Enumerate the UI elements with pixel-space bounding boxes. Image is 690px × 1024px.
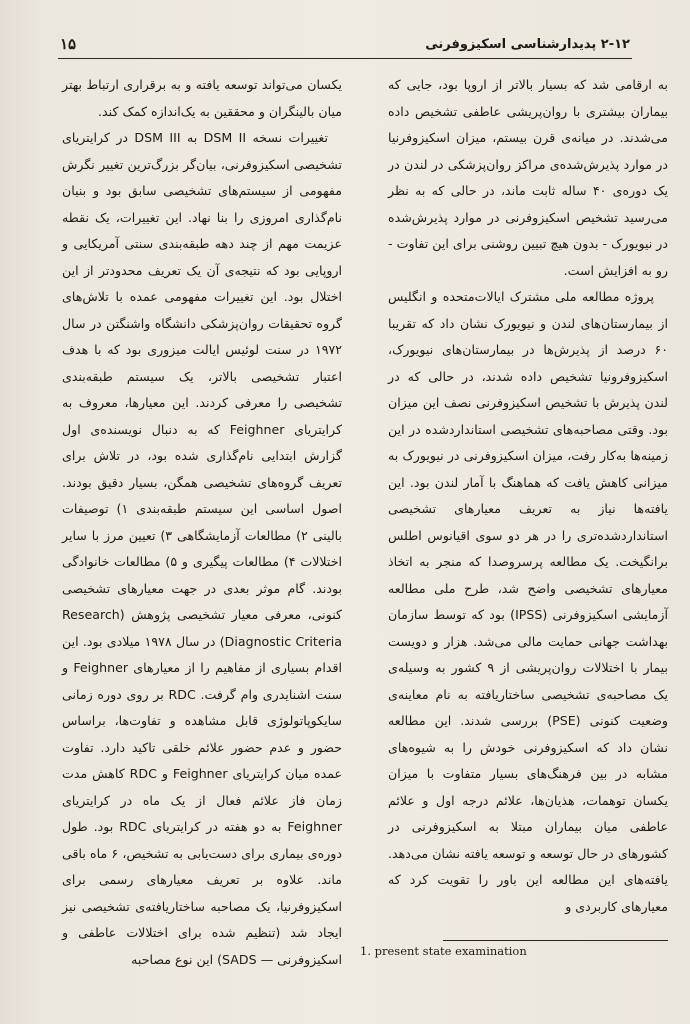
chapter-title: ۲-۱۲ پدیدارشناسی اسکیزوفرنی: [425, 36, 630, 52]
paragraph: تغییرات نسخه DSM II به DSM III در کرایتریای تشخیصی اسکیزوفرنی، بیان‌گر بزرگ‌ترین تغییر نگرش مفهومی از سیستم‌های تشخیصی سابق بود و بنیان نام‌گذاری امروزی را بنا نهاد. این تغییرات، یک نقطه عزیمت مهم از چند دهه طبقه‌بندی سنتی آمریکایی و اروپایی بود که نتیجه‌ی آن یک تعریف محدودتر از این اختلال بود. این تغییرات مفهومی عمده با تلاش‌های گروه تحقیقات روان‌پزشکی دانشگاه واشنگتن در سال ۱۹۷۲ در سنت لوئیس ایالت میزوری بود که با هدف اعتبار تشخیصی بالاتر، یک سیستم طبقه‌بندی تشخیصی را معرفی کردند. این معیارها، معروف به کرایتریای Feighner که به دنبال نویسنده‌ی اول گزارش ابتدایی نام‌گذاری شده بود، در تلاش برای تعریف گروه‌های تشخیصی همگن، بسیار دقیق بودند. اصول اساسی این سیستم طبقه‌بندی ۱) توصیفات بالینی ۲) مطالعات آزمایشگاهی ۳) تعیین مرز با سایر اختلالات ۴) مطالعات پیگیری و ۵) مطالعات خانوادگی بودند. گام موثر بعدی در جهت معیارهای تشخیصی کنونی، معرفی معیار تشخیصی پژوهش (Research Diagnostic Criteria) در سال ۱۹۷۸ میلادی بود. این اقدام بسیاری از مفاهیم را از معیارهای Feighner و سنت اشنایدری وام گرفت. RDC بر روی دوره زمانی سایکوپاتولوژی قابل مشاهده و تفاوت‌ها، براساس حضور و عدم حضور علائم خلقی تاکید دارد. تفاوت عمده میان کرایتریای Feighner و RDC کاهش مدت زمان فاز علائم فعال از یک ماه در کرایتریای Feighner به دو هفته در کرایتریای RDC بود. طول دوره‌ی بیماری برای دست‌یابی به تشخیص، ۶ ماه باقی ماند. علاوه بر تعریف معیارهای رسمی برای اسکیزوفرنیا، یک مصاحبه ساختاریافته‌ی تشخیصی نیز ایجاد شد (تنظیم شده برای اختلالات عاطفی و اسکیزوفرنی — SADS) این نوع مصاحبه: [62, 130, 343, 967]
header-divider: [58, 58, 632, 59]
paragraph: یکسان می‌تواند توسعه یافته و به برقراری ارتباط بهتر میان بالینگران و محققین به یک‌اندازه کمک کند.: [62, 77, 342, 119]
page-number: ۱۵: [60, 35, 77, 53]
paragraph: پروژه مطالعه ملی مشترک ایالات‌متحده و انگلیس از بیمارستان‌های لندن و نیویورک نشان داد که تقریبا ۶۰ درصد از پذیرش‌ها در بیمارستان‌های نیویورک، اسکیزوفرونیا تشخیص داده شدند، در حالی که در لندن پذیرش با تشخیص اسکیزوفرنی نصف این میزان بود. وقتی مصاحبه‌های تشخیصی استانداردشده در این زمینه‌ها به‌کار رفت، میزان اسکیزوفرنی در نیویورک به میزانی کاهش یافت که هماهنگ با آمار لندن بود. این یافته‌ها نیاز به تعریف معیارهای تشخیصی استانداردشده‌تری را در هر دو سوی اقیانوس اطلس برانگیخت. یک مطالعه پرسروصدا که منجر به اتخاذ معیارهای تشخیصی واضح شد، طرح ملی مطالعه آزمایشی اسکیزوفرنی (IPSS) بود که توسط سازمان بهداشت جهانی حمایت مالی می‌شد. هزار و دویست بیمار با اختلالات روان‌پریشی از ۹ کشور به وسیله‌ی یک مصاحبه‌ی تشخیصی ساختاریافته به نام معاینه‌ی وضعیت کنونی (PSE) بررسی شدند. این مطالعه نشان داد که اسکیزوفرنی خودش را به شیوه‌های مشابه در بین فرهنگ‌های بسیار متفاوت با میزان یکسان توهمات، هذیان‌ها، علائم درجه اول و علائم عاطفی میان بیماران مبتلا به اسکیزوفرنی در کشورهای در حال توسعه و توسعه یافته نشان می‌دهد. یافته‌های این مطالعه این باور را تقویت کرد که معیارهای کاربردی و: [388, 289, 668, 914]
right-column: [388, 72, 668, 920]
paragraph: به ارقامی شد که بسیار بالاتر از اروپا بود، جایی که بیماران بیشتری با روان‌پریشی عاطفی تشخیص داده می‌شدند. در میانه‌ی قرن بیستم، میزان اسکیزوفرنیا در موارد پذیرش‌شده‌ی مراکز روان‌پزشکی در لندن در یک دوره‌ی ۴۰ ساله ثابت ماند، در حالی که به نظر می‌رسید تشخیص اسکیزوفرنی در موارد پذیرش‌شده در نیویورک - بدون هیچ تبیین روشنی برای این تفاوت - رو به افزایش است.: [388, 77, 668, 278]
running-header: [60, 30, 630, 58]
left-column: [62, 72, 342, 973]
footnote-divider: [443, 940, 668, 941]
footnote: 1. present state examination: [360, 944, 527, 958]
